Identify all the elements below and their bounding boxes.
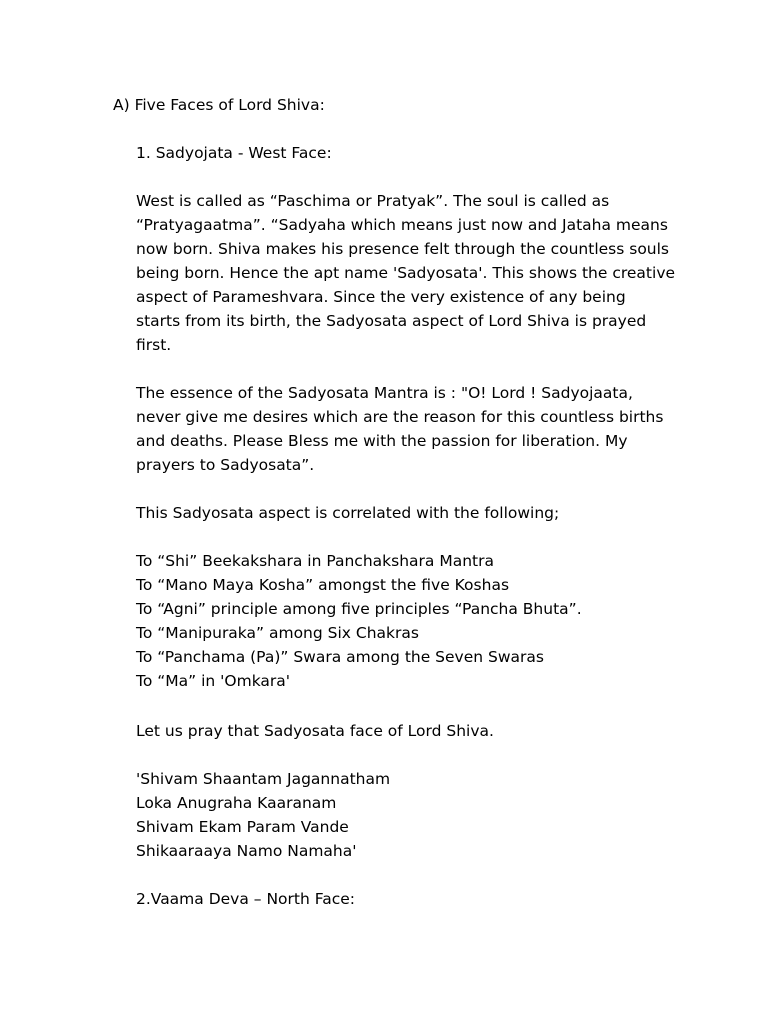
paragraph-line: The essence of the Sadyosata Mantra is : "O! Lord ! Sadyojaata,	[136, 384, 633, 402]
paragraph-prayer-intro: Let us pray that Sadyosata face of Lord Shiva.	[136, 722, 494, 740]
paragraph-line: prayers to Sadyosata”.	[136, 456, 315, 474]
paragraph-line: aspect of Parameshvara. Since the very existence of any being	[136, 288, 626, 306]
paragraph-line: first.	[136, 336, 172, 354]
list-item: To “Ma” in 'Omkara'	[136, 672, 291, 690]
paragraph-correlation-intro: This Sadyosata aspect is correlated with the following;	[136, 504, 560, 522]
list-item: To “Panchama (Pa)” Swara among the Seven Swaras	[136, 648, 544, 666]
verse-line: Shikaaraaya Namo Namaha'	[136, 842, 357, 860]
list-item: To “Mano Maya Kosha” amongst the five Koshas	[136, 576, 510, 594]
paragraph-line: “Pratyagaatma”. “Sadyaha which means just now and Jataha means	[136, 216, 668, 234]
document-heading: A) Five Faces of Lord Shiva:	[113, 96, 325, 114]
list-item: To “Agni” principle among five principles “Pancha Bhuta”.	[136, 600, 582, 618]
paragraph-line: starts from its birth, the Sadyosata aspect of Lord Shiva is prayed	[136, 312, 647, 330]
verse-line: Shivam Ekam Param Vande	[136, 818, 349, 836]
section-heading-vaama-deva: 2.Vaama Deva – North Face:	[136, 890, 356, 908]
paragraph-line: and deaths. Please Bless me with the passion for liberation. My	[136, 432, 628, 450]
paragraph-line: being born. Hence the apt name 'Sadyosata'. This shows the creative	[136, 264, 676, 282]
list-item: To “Shi” Beekakshara in Panchakshara Mantra	[136, 552, 494, 570]
paragraph-line: West is called as “Paschima or Pratyak”. The soul is called as	[136, 192, 610, 210]
section-heading-sadyojata: 1. Sadyojata - West Face:	[136, 144, 332, 162]
list-item: To “Manipuraka” among Six Chakras	[136, 624, 419, 642]
verse-line: Loka Anugraha Kaaranam	[136, 794, 337, 812]
verse-line: 'Shivam Shaantam Jagannatham	[136, 770, 391, 788]
paragraph-line: never give me desires which are the reason for this countless births	[136, 408, 664, 426]
paragraph-line: now born. Shiva makes his presence felt through the countless souls	[136, 240, 670, 258]
